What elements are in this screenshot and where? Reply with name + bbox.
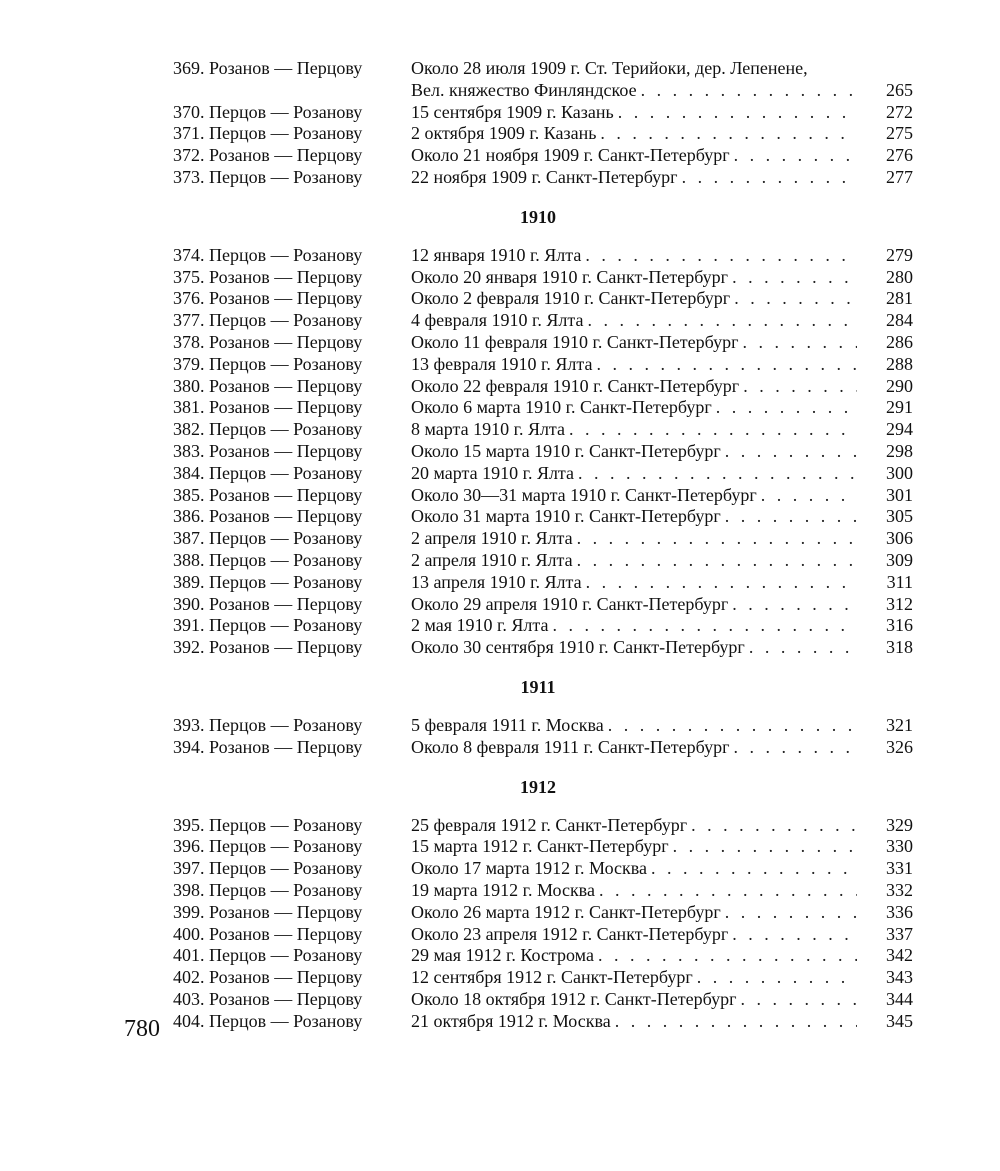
entry-correspondents: 370. Перцов — Розанову <box>173 101 363 122</box>
entry-correspondents: 373. Перцов — Розанову <box>173 166 363 187</box>
entry-date-place: 8 марта 1910 г. Ялта <box>411 419 566 440</box>
entry-page: 281 <box>886 288 913 309</box>
entry-date-place: Около 18 октября 1912 г. Санкт-Петербург <box>411 988 737 1009</box>
entry-page: 279 <box>886 244 913 265</box>
entry-date-place: Около 8 февраля 1911 г. Санкт-Петербург <box>411 736 730 757</box>
entry-page: 311 <box>886 571 913 592</box>
entry-correspondents: 385. Розанов — Перцову <box>173 484 363 505</box>
dot-leader <box>587 310 857 332</box>
entry-correspondents: 388. Перцов — Розанову <box>173 549 363 570</box>
entry-page: 275 <box>886 123 913 144</box>
entry-correspondents: 379. Перцов — Розанову <box>173 353 363 374</box>
entry-date-place: 15 сентября 1909 г. Казань <box>411 101 614 122</box>
toc-entry <box>173 288 913 310</box>
entry-date-place: 19 марта 1912 г. Москва <box>411 879 595 900</box>
entry-page: 326 <box>886 736 913 757</box>
dot-leader <box>725 506 857 528</box>
entry-page: 332 <box>886 879 913 900</box>
entry-date-place: Около 20 января 1910 г. Санкт-Петербург <box>411 266 729 287</box>
entry-correspondents: 378. Розанов — Перцову <box>173 331 363 352</box>
entry-correspondents: 389. Перцов — Розанову <box>173 571 363 592</box>
entry-correspondents: 397. Перцов — Розанову <box>173 858 363 879</box>
entry-correspondents: 384. Перцов — Розанову <box>173 462 363 483</box>
dot-leader <box>734 288 857 310</box>
entry-correspondents: 369. Розанов — Перцову <box>173 58 363 78</box>
dot-leader <box>732 267 857 289</box>
toc-entry <box>173 737 913 759</box>
dot-leader <box>569 419 857 441</box>
entry-correspondents: 381. Розанов — Перцову <box>173 397 363 418</box>
entry-correspondents: 376. Розанов — Перцову <box>173 288 363 309</box>
dot-leader <box>725 441 857 463</box>
entry-correspondents: 404. Перцов — Розанову <box>173 1010 363 1031</box>
entry-page: 345 <box>886 1010 913 1031</box>
dot-leader <box>734 737 857 759</box>
entry-page: 301 <box>886 484 913 505</box>
entry-correspondents: 372. Розанов — Перцову <box>173 145 363 166</box>
entry-date-place: Около 11 февраля 1910 г. Санкт-Петербург <box>411 331 739 352</box>
entry-correspondents: 380. Розанов — Перцову <box>173 375 363 396</box>
dot-leader <box>599 880 857 902</box>
entry-page: 272 <box>886 101 913 122</box>
entry-date-place: 13 апреля 1910 г. Ялта <box>411 571 582 592</box>
entry-page: 290 <box>886 375 913 396</box>
entry-date-place: 12 сентября 1912 г. Санкт-Петербург <box>411 967 693 988</box>
entry-page: 309 <box>886 549 913 570</box>
dot-leader <box>618 102 857 124</box>
toc-entry <box>173 967 913 989</box>
dot-leader <box>578 463 857 485</box>
dot-leader <box>691 815 857 837</box>
entry-date-place: 2 апреля 1910 г. Ялта <box>411 549 573 570</box>
entry-date-place: 13 февраля 1910 г. Ялта <box>411 353 593 374</box>
entry-date-place: Около 2 февраля 1910 г. Санкт-Петербург <box>411 288 731 309</box>
toc-entry <box>173 167 913 189</box>
dot-leader <box>608 715 857 737</box>
toc-entry <box>173 902 913 924</box>
entry-date-place: Около 21 ноября 1909 г. Санкт-Петербург <box>411 145 730 166</box>
entry-page: 291 <box>886 397 913 418</box>
entry-date-place: Около 15 марта 1910 г. Санкт-Петербург <box>411 440 721 461</box>
year-heading: 1910 <box>520 206 556 227</box>
entry-date-place: Около 22 февраля 1910 г. Санкт-Петербург <box>411 375 740 396</box>
entry-page: 330 <box>886 836 913 857</box>
entry-page: 280 <box>886 266 913 287</box>
entry-correspondents: 390. Розанов — Перцову <box>173 593 363 614</box>
entry-date-place: 12 января 1910 г. Ялта <box>411 244 582 265</box>
dot-leader <box>749 637 857 659</box>
entry-correspondents: 383. Розанов — Перцову <box>173 440 363 461</box>
entry-date-place: 20 марта 1910 г. Ялта <box>411 462 575 483</box>
toc-entry <box>173 836 913 858</box>
year-heading: 1911 <box>520 676 556 697</box>
dot-leader <box>743 376 857 398</box>
toc-entry <box>173 989 913 1011</box>
entry-date-place: 25 февраля 1912 г. Санкт-Петербург <box>411 814 688 835</box>
toc-entry <box>173 441 913 463</box>
entry-correspondents: 374. Перцов — Розанову <box>173 244 363 265</box>
dot-leader <box>598 945 857 967</box>
dot-leader <box>697 967 857 989</box>
toc-entry <box>173 924 913 946</box>
dot-leader <box>673 836 857 858</box>
toc-entry <box>173 245 913 267</box>
table-of-contents <box>173 58 913 1032</box>
entry-page: 288 <box>886 353 913 374</box>
dot-leader <box>716 397 857 419</box>
entry-page: 336 <box>886 901 913 922</box>
dot-leader <box>682 167 857 189</box>
toc-entry <box>173 102 913 124</box>
toc-entry <box>173 637 913 659</box>
entry-page: 294 <box>886 419 913 440</box>
entry-date-place: Около 28 июля 1909 г. Ст. Терийоки, дер. Лепенене, <box>411 58 808 78</box>
entry-correspondents: 394. Розанов — Перцову <box>173 736 363 757</box>
entry-date-place: 2 апреля 1910 г. Ялта <box>411 528 573 549</box>
entry-date-place: 15 марта 1912 г. Санкт-Петербург <box>411 836 669 857</box>
entry-date-place: Около 26 марта 1912 г. Санкт-Петербург <box>411 901 721 922</box>
entry-page: 343 <box>886 967 913 988</box>
toc-entry <box>173 1011 913 1033</box>
entry-date-place: 2 октября 1909 г. Казань <box>411 123 597 144</box>
entry-date-place: 22 ноября 1909 г. Санкт-Петербург <box>411 166 678 187</box>
entry-date-place: Около 30 сентября 1910 г. Санкт-Петербург <box>411 637 745 658</box>
entry-page: 337 <box>886 923 913 944</box>
page-number: 780 <box>124 1016 160 1042</box>
entry-page: 344 <box>886 988 913 1009</box>
entry-correspondents: 386. Розанов — Перцову <box>173 506 363 527</box>
entry-date-place: 29 мая 1912 г. Кострома <box>411 945 594 966</box>
dot-leader <box>577 550 857 572</box>
entry-page: 312 <box>886 593 913 614</box>
toc-entry <box>173 397 913 419</box>
dot-leader <box>577 528 857 550</box>
dot-leader <box>651 858 857 880</box>
toc-entry <box>173 267 913 289</box>
entry-date-place: Около 29 апреля 1910 г. Санкт-Петербург <box>411 593 729 614</box>
entry-page: 300 <box>886 462 913 483</box>
toc-entry <box>173 594 913 616</box>
entry-date-place: Около 30—31 марта 1910 г. Санкт-Петербург <box>411 484 757 505</box>
entry-date-place: 4 февраля 1910 г. Ялта <box>411 310 584 331</box>
entry-page: 277 <box>886 166 913 187</box>
entry-correspondents: 382. Перцов — Розанову <box>173 419 363 440</box>
dot-leader <box>615 1011 857 1033</box>
entry-page: 306 <box>886 528 913 549</box>
entry-correspondents: 400. Розанов — Перцову <box>173 923 363 944</box>
toc-entry <box>173 945 913 967</box>
toc-entry <box>173 572 913 594</box>
entry-correspondents: 391. Перцов — Розанову <box>173 615 363 636</box>
dot-leader <box>761 485 857 507</box>
dot-leader <box>732 924 857 946</box>
entry-page: 321 <box>886 714 913 735</box>
entry-date-place: Около 6 марта 1910 г. Санкт-Петербург <box>411 397 712 418</box>
entry-page: 276 <box>886 145 913 166</box>
dot-leader <box>734 145 857 167</box>
dot-leader <box>596 354 857 376</box>
entry-date-place: Около 17 марта 1912 г. Москва <box>411 858 648 879</box>
toc-entry <box>173 354 913 376</box>
dot-leader <box>725 902 857 924</box>
dot-leader <box>552 615 857 637</box>
entry-correspondents: 377. Перцов — Розанову <box>173 310 363 331</box>
entry-page: 316 <box>886 615 913 636</box>
toc-entry <box>173 858 913 880</box>
dot-leader <box>586 572 857 594</box>
toc-entry <box>173 815 913 837</box>
toc-entry <box>173 419 913 441</box>
toc-entry <box>173 463 913 485</box>
entry-date-place: Около 23 апреля 1912 г. Санкт-Петербург <box>411 923 729 944</box>
entry-page: 284 <box>886 310 913 331</box>
entry-correspondents: 393. Перцов — Розанову <box>173 714 363 735</box>
entry-correspondents: 392. Розанов — Перцову <box>173 637 363 658</box>
entry-page: 318 <box>886 637 913 658</box>
dot-leader <box>743 332 857 354</box>
entry-correspondents: 375. Розанов — Перцову <box>173 266 363 287</box>
entry-page: 298 <box>886 440 913 461</box>
entry-correspondents: 398. Перцов — Розанову <box>173 879 363 900</box>
toc-entry <box>173 332 913 354</box>
entry-date-place: Вел. княжество Финляндское <box>411 79 637 100</box>
dot-leader <box>585 245 857 267</box>
dot-leader <box>732 594 857 616</box>
entry-correspondents: 399. Розанов — Перцову <box>173 901 363 922</box>
toc-entry <box>173 615 913 637</box>
entry-correspondents: 403. Розанов — Перцову <box>173 988 363 1009</box>
toc-entry <box>173 550 913 572</box>
toc-entry <box>173 58 913 102</box>
entry-correspondents: 396. Перцов — Розанову <box>173 836 363 857</box>
dot-leader <box>641 80 857 102</box>
entry-correspondents: 371. Перцов — Розанову <box>173 123 363 144</box>
toc-entry <box>173 485 913 507</box>
toc-entry <box>173 123 913 145</box>
entry-page: 331 <box>886 858 913 879</box>
entry-correspondents: 402. Розанов — Перцову <box>173 967 363 988</box>
entry-page: 305 <box>886 506 913 527</box>
dot-leader <box>740 989 857 1011</box>
toc-entry <box>173 145 913 167</box>
toc-entry <box>173 880 913 902</box>
entry-correspondents: 395. Перцов — Розанову <box>173 814 363 835</box>
entry-page: 329 <box>886 814 913 835</box>
entry-date-place: 21 октября 1912 г. Москва <box>411 1010 611 1031</box>
toc-entry <box>173 506 913 528</box>
toc-entry <box>173 310 913 332</box>
entry-date-place: 5 февраля 1911 г. Москва <box>411 714 604 735</box>
entry-date-place: 2 мая 1910 г. Ялта <box>411 615 549 636</box>
entry-page: 286 <box>886 331 913 352</box>
toc-entry <box>173 528 913 550</box>
entry-date-place: Около 31 марта 1910 г. Санкт-Петербург <box>411 506 721 527</box>
entry-page: 342 <box>886 945 913 966</box>
entry-page: 265 <box>886 79 913 100</box>
entry-correspondents: 401. Перцов — Розанову <box>173 945 363 966</box>
dot-leader <box>600 123 857 145</box>
entry-correspondents: 387. Перцов — Розанову <box>173 528 363 549</box>
year-heading: 1912 <box>520 776 556 797</box>
toc-entry <box>173 376 913 398</box>
toc-entry <box>173 715 913 737</box>
